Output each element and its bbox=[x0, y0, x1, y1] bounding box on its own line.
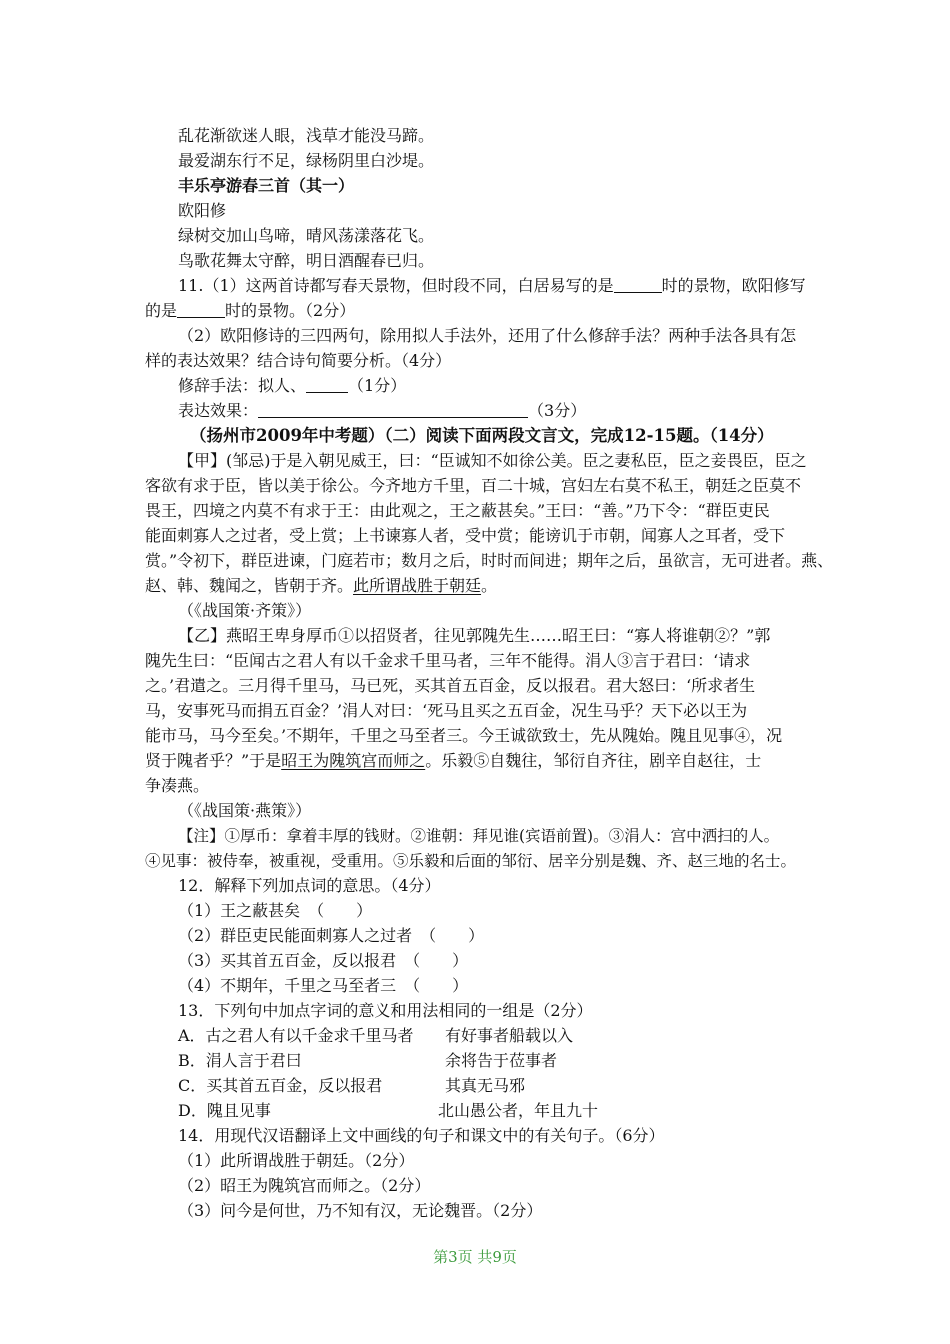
q11-effect-label: 表达效果： bbox=[178, 401, 259, 420]
passage-b-line-3: 之。’君遣之。三月得千里马，马已死，买其首五百金，反以报君。君大怒曰：‘所求者生 bbox=[145, 676, 756, 695]
q11-rhetoric-blank[interactable] bbox=[306, 376, 348, 393]
notes-line-1: 【注】①厚币：拿着丰厚的钱财。②谁朝：拜见谁(宾语前置)。③涓人：宫中洒扫的人。 bbox=[178, 827, 780, 845]
q11-part2-line1: （2）欧阳修诗的三四两句，除用拟人手法外，还用了什么修辞手法？两种手法各具有怎 bbox=[178, 326, 797, 345]
passage-a-line-6 bbox=[145, 575, 497, 597]
passage-b-line-6-text: 贤于隗者乎？”于是 bbox=[145, 751, 282, 770]
poem1-line-4: 最爱湖东行不足，绿杨阴里白沙堤。 bbox=[178, 151, 435, 170]
poem2-title: 丰乐亭游春三首（其一） bbox=[178, 176, 355, 195]
q11-rhetoric-line bbox=[178, 375, 406, 397]
q13-option-b-right: 余将告于莅事者 bbox=[445, 1051, 558, 1070]
passage-b-line-6 bbox=[145, 750, 761, 772]
q12-item-1: （1）王之蔽甚矣 （ ） bbox=[178, 901, 373, 920]
q12-item-3: （3）买其首五百金，反以报君 （ ） bbox=[178, 951, 469, 970]
passage-b-source: （《战国策·燕策》） bbox=[178, 801, 312, 820]
q11-part1-text-a: 11.（1）这两首诗都写春天景物，但时段不同，白居易写的是 bbox=[178, 276, 614, 295]
q11-effect-score: （3分） bbox=[528, 401, 587, 420]
q11-part1-line2 bbox=[145, 300, 355, 322]
passage-a-line-6-text: 赵、韩、魏闻之，皆朝于齐。 bbox=[145, 576, 354, 595]
passage-a-line-1: 【甲】(邹忌)于是入朝见威王，曰：“臣诚知不如徐公美。臣之妻私臣，臣之妾畏臣，臣之 bbox=[178, 451, 807, 470]
poem2-line-1: 绿树交加山鸟啼，晴风荡漾落花飞。 bbox=[178, 226, 435, 245]
q11-blank-1[interactable] bbox=[614, 276, 662, 293]
poem1-line-3: 乱花渐欲迷人眼，浅草才能没马蹄。 bbox=[178, 126, 435, 145]
passage-a-source: （《战国策·齐策》） bbox=[178, 601, 312, 620]
passage-b-line-6-end: 。乐毅⑤自魏往，邹衍自齐往，剧辛自赵往，士 bbox=[425, 751, 762, 770]
q13-option-d-left: D．隗且见事 bbox=[178, 1101, 271, 1120]
q11-part1-text-c: 的是 bbox=[145, 301, 178, 320]
q11-effect-line bbox=[178, 400, 586, 422]
passage-a-underlined-sentence: 此所谓战胜于朝廷 bbox=[353, 576, 482, 595]
q11-blank-2[interactable] bbox=[177, 301, 225, 318]
passage-a-line-2: 客欲有求于臣，皆以美于徐公。今齐地方千里，百二十城，宫妇左右莫不私王，朝廷之臣莫不 bbox=[145, 476, 802, 495]
passage-a-line-4: 能面刺寡人之过者，受上赏；上书谏寡人者，受中赏；能谤讥于市朝，闻寡人之耳者，受下 bbox=[145, 526, 786, 545]
passage-b-line-1: 【乙】燕昭王卑身厚币①以招贤者，往见郭隗先生……昭王曰：“寡人将谁朝②？”郭 bbox=[178, 626, 771, 645]
q13-option-d-right: 北山愚公者，年且九十 bbox=[438, 1101, 599, 1120]
passage-b-line-5: 能市马，马今至矣。’不期年，千里之马至者三。今王诚欲致士，先从隗始。隗且见事④，况 bbox=[145, 726, 783, 745]
q14-item-3: （3）问今是何世，乃不知有汉，无论魏晋。（2分） bbox=[178, 1201, 543, 1220]
passage-a-line-3: 畏王，四境之内莫不有求于王：由此观之，王之蔽甚矣。”王曰：“善。”乃下令：“群臣吏民 bbox=[145, 501, 770, 520]
q13-option-c-left: C．买其首五百金，反以报君 bbox=[178, 1076, 383, 1095]
q14-item-2: （2）昭王为隗筑宫而师之。（2分） bbox=[178, 1176, 431, 1195]
q13-option-b-left: B．涓人言于君曰 bbox=[178, 1051, 302, 1070]
notes-line-2: ④见事：被侍奉，被重视，受重用。⑤乐毅和后面的邹衍、居辛分别是魏、齐、赵三地的名士。 bbox=[145, 852, 797, 870]
poem2-line-2: 鸟歌花舞太守醉，明日酒醒春已归。 bbox=[178, 251, 435, 270]
passage-a-line-6-end: 。 bbox=[481, 576, 498, 595]
q12-item-2: （2）群臣吏民能面刺寡人之过者 （ ） bbox=[178, 926, 485, 945]
q11-rhetoric-score: （1分） bbox=[348, 376, 407, 395]
q11-effect-blank[interactable] bbox=[258, 401, 528, 418]
passage-b-underlined-sentence: 昭王为隗筑宫而师之 bbox=[281, 751, 426, 770]
poem2-author: 欧阳修 bbox=[178, 201, 227, 220]
passage-a-line-5: 赏。”令初下，群臣进谏，门庭若市；数月之后，时时而间进；期年之后，虽欲言，无可进者。燕、 bbox=[145, 551, 834, 570]
passage-b-line-4: 马，安事死马而捐五百金？’涓人对曰：‘死马且买之五百金，况生马乎？天下必以王为 bbox=[145, 701, 748, 720]
q11-part1-line1 bbox=[178, 275, 806, 297]
q13-option-a-left: A．古之君人有以千金求千里马者 bbox=[178, 1026, 414, 1045]
q14-stem: 14．用现代汉语翻译上文中画线的句子和课文中的有关句子。（6分） bbox=[178, 1126, 665, 1145]
section-heading: （扬州市2009年中考题）（二）阅读下面两段文言文，完成12-15题。（14分） bbox=[190, 426, 774, 445]
passage-b-line-7: 争凑燕。 bbox=[145, 776, 210, 795]
q13-option-a-right: 有好事者船载以入 bbox=[445, 1026, 574, 1045]
q12-stem: 12．解释下列加点词的意思。（4分） bbox=[178, 876, 441, 895]
q13-option-c-right: 其真无马邪 bbox=[445, 1076, 526, 1095]
passage-b-line-2: 隗先生曰：“臣闻古之君人有以千金求千里马者，三年不能得。涓人③言于君曰：‘请求 bbox=[145, 651, 751, 670]
q11-rhetoric-label: 修辞手法：拟人、 bbox=[178, 376, 307, 395]
q11-part1-text-b: 时的景物，欧阳修写 bbox=[661, 276, 806, 295]
q13-stem: 13．下列句中加点字词的意义和用法相同的一组是（2分） bbox=[178, 1001, 593, 1020]
q14-item-1: （1）此所谓战胜于朝廷。（2分） bbox=[178, 1151, 415, 1170]
q11-part1-text-d: 时的景物。（2分） bbox=[225, 301, 356, 320]
q11-part2-line2: 样的表达效果？结合诗句简要分析。（4分） bbox=[145, 351, 452, 370]
page-footer: 第3页 共9页 bbox=[433, 1248, 517, 1266]
q12-item-4: （4）不期年，千里之马至者三 （ ） bbox=[178, 976, 469, 995]
